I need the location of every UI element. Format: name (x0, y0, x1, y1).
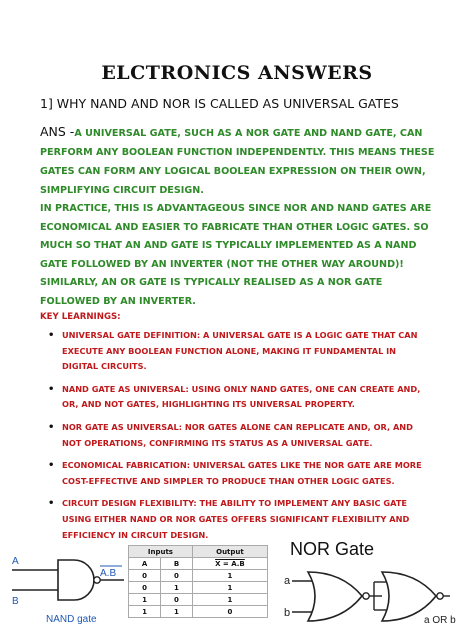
nor-input-b-label: b (284, 607, 291, 619)
nor-gate-diagram (282, 566, 468, 626)
bullet-icon: • (48, 460, 55, 472)
practice-paragraph: IN PRACTICE, THIS IS ADVANTAGEOUS SINCE NOR AND NAND GATES ARE ECONOMICAL AND EASIER TO FABRICATE THAN OTHER LOGIC GATES. SO MUCH SO THAT AN AND GATE IS TYPICALLY IMPLEMENTED AS A NAND GATE FOLLOWED BY AN INVERTER (NOT THE OTHER WAY AROUND)! SIMILARLY, AN OR GATE IS TYPICALLY REALISED AS A NOR GATE FOLLOWED BY AN INVERTER. (40, 203, 432, 307)
table-row (129, 606, 268, 618)
bullet-icon: • (48, 383, 55, 395)
bullet-icon: • (48, 330, 55, 341)
bullet-icon: • (48, 498, 55, 510)
page-title: ELCTRONICS ANSWERS (101, 62, 373, 84)
key-learnings-heading: KEY LEARNINGS: (40, 312, 121, 322)
table-row (129, 594, 268, 606)
answer-prefix: ANS - (40, 124, 75, 139)
table-cell: 1 (192, 570, 267, 582)
nand-input-a-label: A (12, 556, 19, 567)
nand-input-b-label: B (12, 596, 19, 607)
nor-second-inverter-bubble (437, 593, 443, 599)
nand-gate-diagram (8, 548, 126, 628)
list-item (48, 420, 422, 451)
table-cell: 0 (129, 570, 161, 582)
list-item-text: NAND GATE AS UNIVERSAL: USING ONLY NAND GATES, ONE CAN CREATE AND, OR, AND NOT GATES, HIGHLIGHTING ITS UNIVERSAL PROPERTY. (62, 383, 421, 410)
truth-table-header-output: Output (192, 546, 267, 558)
list-item-text: UNIVERSAL GATE DEFINITION: A UNIVERSAL GATE IS A LOGIC GATE THAT CAN EXECUTE ANY BOOLEAN FUNCTION ALONE, MAKING IT FUNDAMENTAL IN DIGITAL CIRCUITS. (62, 330, 418, 372)
nor-gate-symbol (308, 572, 362, 621)
key-learnings-list (48, 328, 422, 550)
truth-table-col-x: X = A.B (192, 558, 267, 570)
table-cell: 0 (161, 570, 193, 582)
table-row (129, 570, 268, 582)
table-cell: 1 (129, 606, 161, 618)
truth-table-col-a: A (129, 558, 161, 570)
table-cell: 1 (161, 606, 193, 618)
nor-input-a-label: a (284, 575, 291, 587)
nand-caption: NAND gate (46, 614, 97, 625)
answer-paragraph (40, 122, 440, 200)
list-item (48, 382, 422, 413)
nor-second-gate-symbol (382, 572, 436, 621)
question-heading: 1] WHY NAND AND NOR IS CALLED AS UNIVERSAL GATES (40, 96, 399, 111)
truth-table (128, 545, 268, 618)
list-item (48, 328, 422, 375)
table-cell: 1 (161, 582, 193, 594)
table-cell: 0 (129, 582, 161, 594)
truth-table-header-inputs: Inputs (129, 546, 193, 558)
list-item-text: ECONOMICAL FABRICATION: UNIVERSAL GATES LIKE THE NOR GATE ARE MORE COST-EFFECTIVE AND SIMPLER TO PRODUCE THAN OTHER LOGIC GATES. (62, 460, 422, 486)
nand-gate-symbol (58, 560, 94, 600)
truth-table-col-b: B (161, 558, 193, 570)
nor-output-label: a OR b (424, 615, 456, 626)
list-item (48, 496, 422, 543)
table-cell: 1 (192, 582, 267, 594)
table-cell: 0 (161, 594, 193, 606)
table-cell: 0 (192, 606, 267, 618)
bullet-icon: • (48, 421, 55, 433)
table-cell: 1 (129, 594, 161, 606)
table-row (129, 582, 268, 594)
list-item-text: CIRCUIT DESIGN FLEXIBILITY: THE ABILITY TO IMPLEMENT ANY BASIC GATE USING EITHER NAND OR NOR GATES OFFERS SIGNIFICANT FLEXIBILITY AND EFFICIENCY IN CIRCUIT DESIGN. (62, 498, 410, 540)
table-cell: 1 (192, 594, 267, 606)
nor-inverter-bubble (363, 593, 369, 599)
nand-output-label: A.B (100, 568, 117, 579)
answer-text: A UNIVERSAL GATE, SUCH AS A NOR GATE AND NAND GATE, CAN PERFORM ANY BOOLEAN FUNCTION INDEPENDENTLY. THIS MEANS THESE GATES CAN FORM ANY LOGICAL BOOLEAN EXPRESSION ON THEIR OWN, SIMPLIFYING CIRCUIT DESIGN. (40, 128, 435, 196)
list-item-text: NOR GATE AS UNIVERSAL: NOR GATES ALONE CAN REPLICATE AND, OR, AND NOT OPERATIONS, CONFIRMING ITS STATUS AS A UNIVERSAL GATE. (62, 421, 413, 448)
nor-gate-title: NOR Gate (290, 539, 375, 559)
list-item (48, 458, 422, 489)
